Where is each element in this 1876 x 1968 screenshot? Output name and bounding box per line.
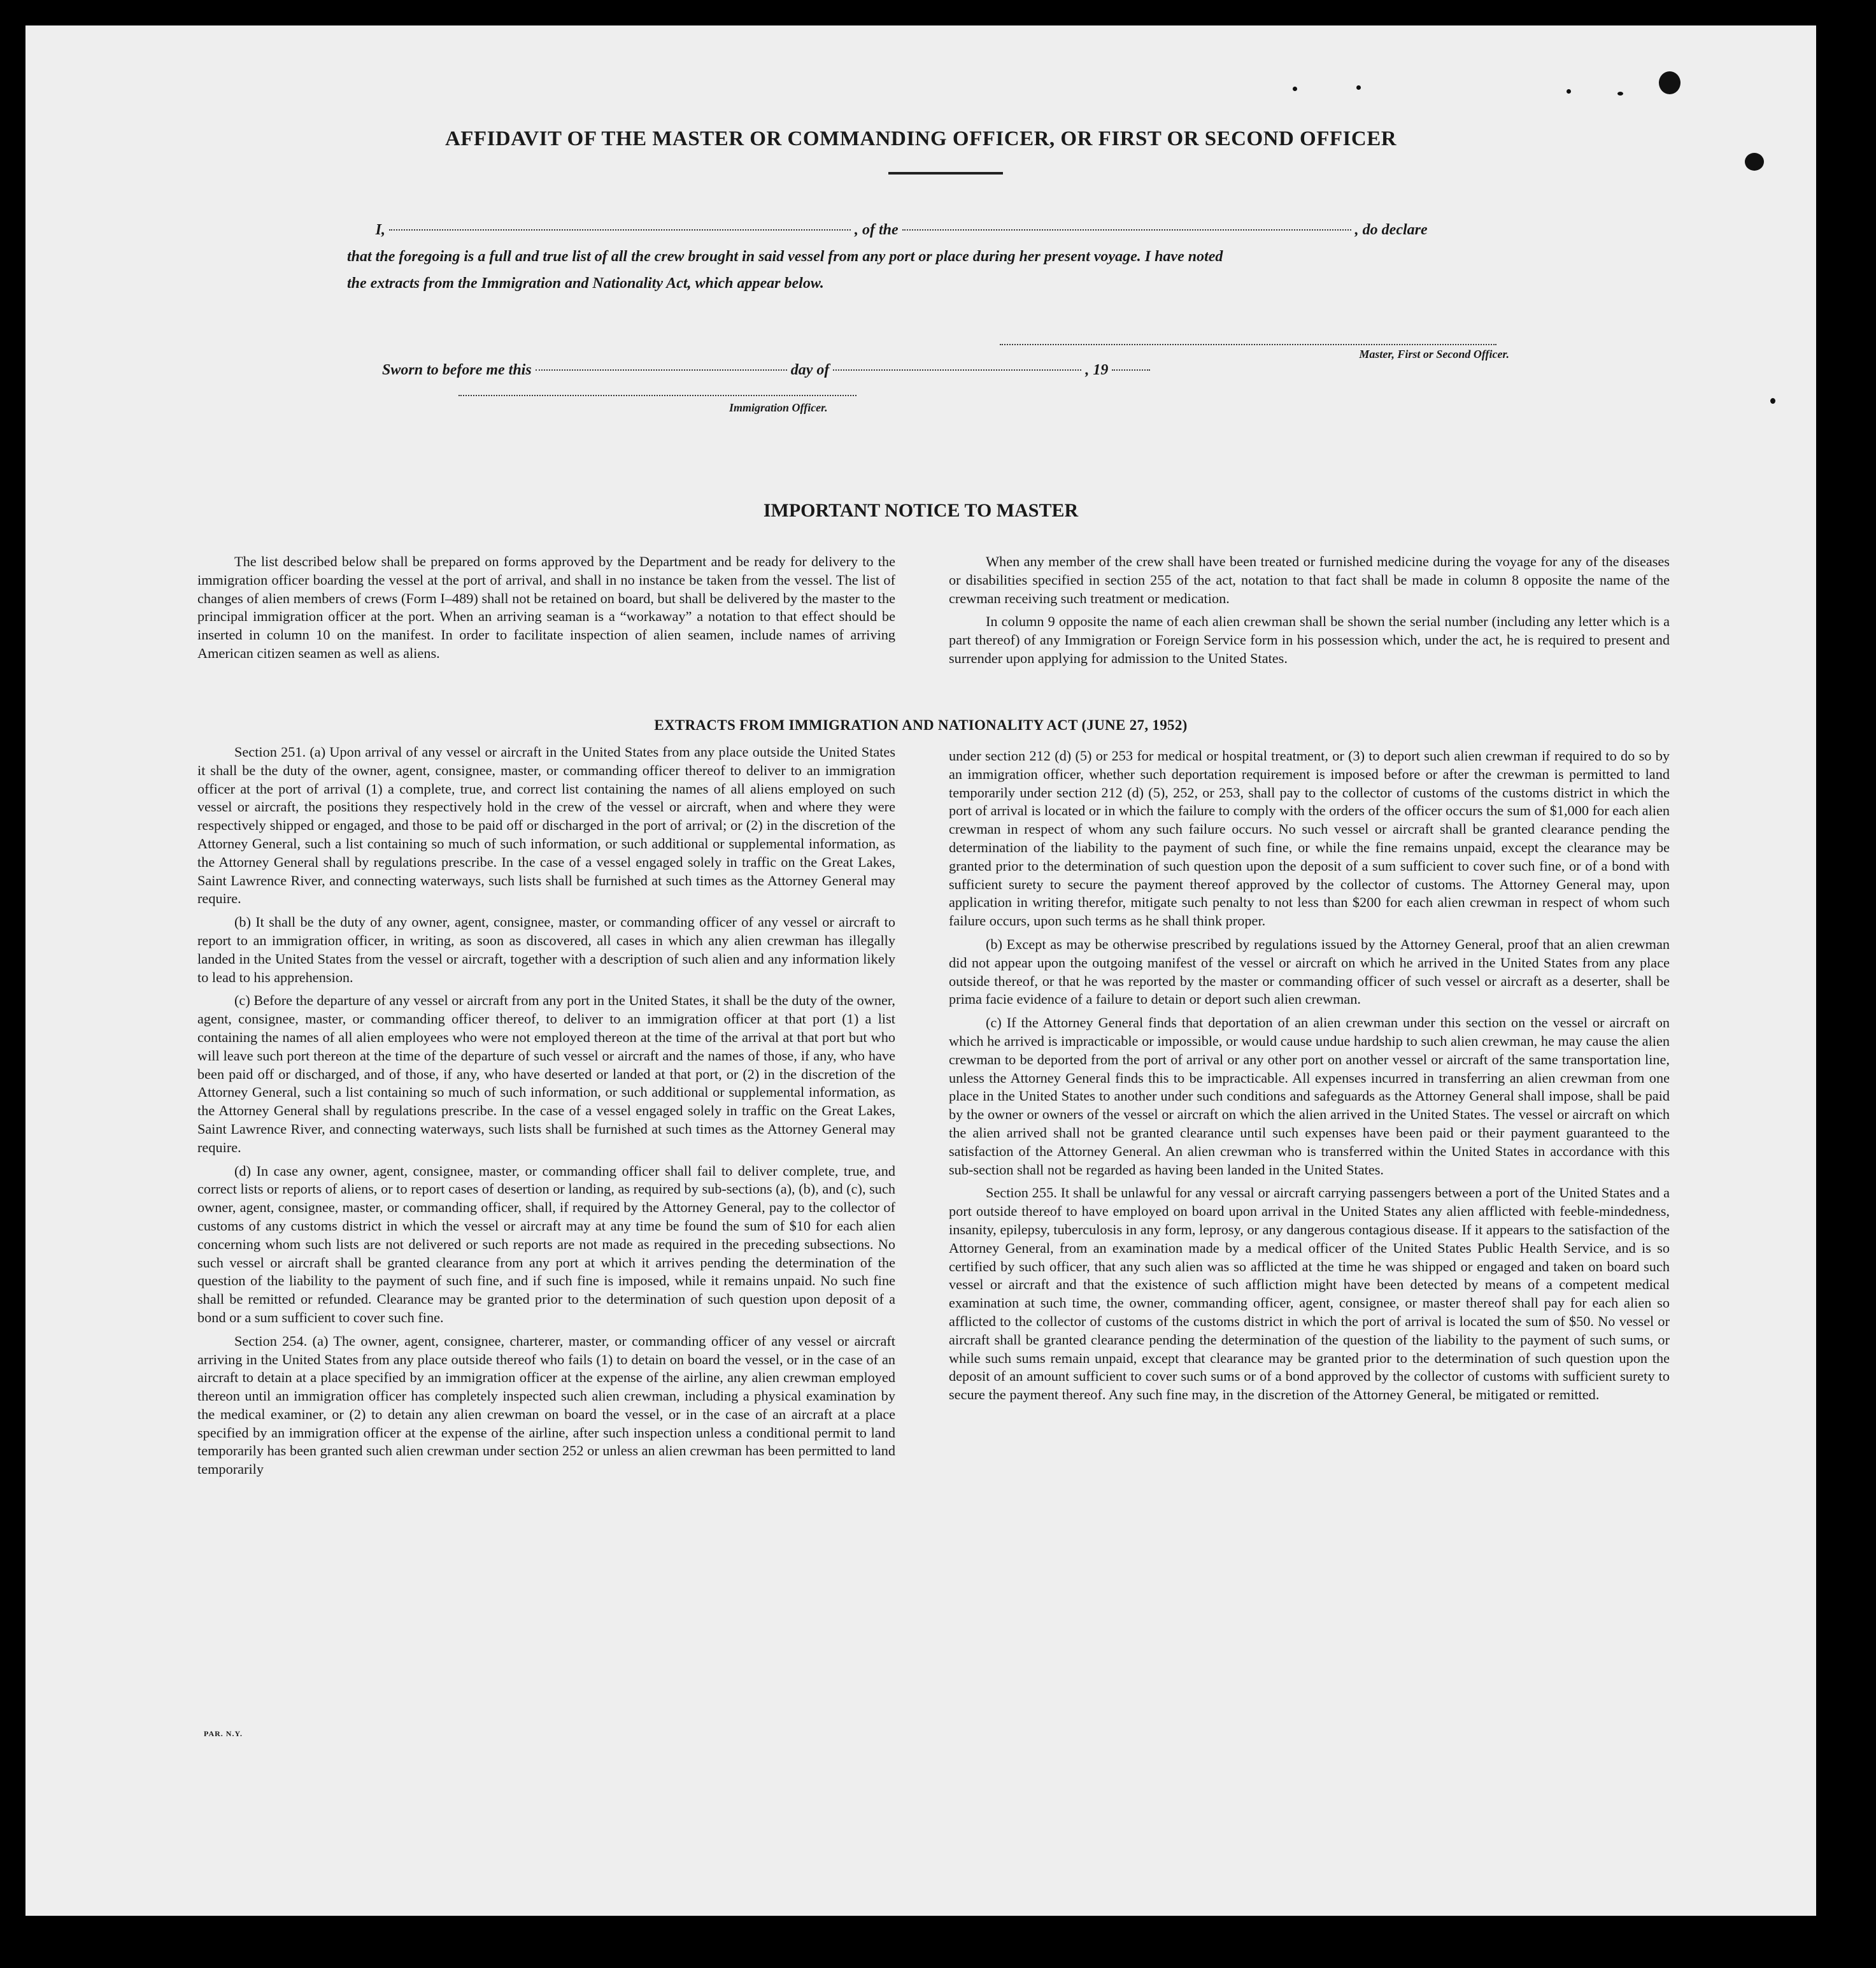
ink-blot (1659, 71, 1681, 94)
section-254b: (b) Except as may be otherwise prescribed by regulations issued by the Attorney General, proof that an alien crewman did not appear upon the outgoing manifest of the vessel or aircraft on which he arrived in the United States from any place outside thereof, or that he was reported by the master or commanding officer of such vessel or aircraft as a deserter, shall be prima facie evidence of a failure to detain or deport such alien crewman. (949, 936, 1670, 1008)
section-255: Section 255. It shall be unlawful for any vessal or aircraft carrying passengers between a port of the United States and a port outside thereof to have employed on board upon arrival in the United States any alien afflicted with feeble-mindedness, insanity, epilepsy, tuberculosis in any form, leprosy, or any dangerous contagious disease. If it appears to the satisfaction of the Attorney General, from an examination made by a medical officer of the United States Public Health Service, and is so certified by such officer, that any such alien was so afflicted at the time he was shipped or engaged and taken on board such vessel or aircraft and that the existence of such affliction might have been detected by means of a competent medical examination at such time, the owner, commanding officer, agent, consignee, or master thereof shall pay for each alien so afflicted to the collector of customs of the customs district in which the port of arrival is located the sum of $50. No vessel or aircraft shall be granted clearance pending the determination of the question of the liability to the payment of such sums, or while such sums remain unpaid, except that clearance may be granted prior to the determination of such question upon the deposit of an amount sufficient to cover such sums or of a bond approved by the collector of customs with sufficient surety to secure the payment thereof. Any such fine may, in the discretion of the Attorney General, be mitigated or remitted. (949, 1185, 1670, 1403)
notice-paragraph: In column 9 opposite the name of each alien crewman shall be shown the serial number (including any letter which is a part thereof) of any Immigration or Foreign Service form in his possession which, under the act, he is required to present and surrender upon applying for admission to the United States. (949, 613, 1670, 666)
ink-speck (1770, 398, 1775, 404)
notice-right-column (949, 553, 1670, 673)
immigration-officer-label: Immigration Officer. (729, 401, 828, 414)
declaration-text-2: the extracts from the Immigration and Nationality Act, which appear below. (347, 275, 824, 292)
vessel-field[interactable] (902, 229, 1351, 231)
day-of-label: day of (790, 362, 830, 378)
section-251d: (d) In case any owner, agent, consignee, master, or commanding officer shall fail to deliver complete, true, and correct lists or reports of aliens, or to report cases of desertion or landing, as required by sub-sections (a), (b), and (c), such owner, agent, consignee, master, or commanding officer, shall, if required by the Attorney General, pay to the collector of customs of any customs district in which the vessel or aircraft may at any time be found the sum of $10 for each alien concerning whom such lists are not delivered or such reports are not made as required in the preceding subsections. No such vessel or aircraft shall be granted clearance from any port at which it arrives pending the determination of the question of the liability to the payment of such fine, and if such fine is imposed, while it remains unpaid. No such fine shall be remitted or refunded. Clearance may be granted prior to the determination of such question upon deposit of a bond or a sum sufficient to cover such fine. (197, 1162, 895, 1325)
sworn-day-field[interactable] (536, 369, 787, 371)
notice-paragraph: The list described below shall be prepared on forms approved by the Department and be ready for delivery to the immigration officer boarding the vessel at the port of arrival, and shall in no instance be taken from the vessel. The list of changes of alien members of crews (Form I–489) shall not be retained on board, but shall be delivered by the master to the principal immigration officer at the port. When an arriving seaman is a “workaway” a notation to that effect should be inserted in column 10 on the manifest. In order to facilitate inspection of alien seamen, include names of arriving American citizen seamen as well as aliens. (197, 553, 895, 661)
extracts-title: EXTRACTS FROM IMMIGRATION AND NATIONALITY ACT (JUNE 27, 1952) (654, 717, 1188, 733)
ink-speck (1293, 87, 1297, 91)
document-page (25, 25, 1816, 1916)
affidavit-title: AFFIDAVIT OF THE MASTER OR COMMANDING OFFICER, OR FIRST OR SECOND OFFICER (444, 127, 1397, 150)
sworn-month-field[interactable] (833, 369, 1081, 371)
section-251b: (b) It shall be the duty of any owner, agent, consignee, master, or commanding officer of any vessel or aircraft to report to an immigration officer, in writing, as soon as discovered, all cases in which any alien crewman has illegally landed in the United States from the vessel or aircraft, together with a description of such alien and any information likely to lead to his apprehension. (197, 914, 895, 985)
extracts-left-column (197, 743, 895, 1484)
ink-speck (1356, 85, 1361, 90)
year-label: , 19 (1085, 362, 1109, 378)
ink-blot (1745, 153, 1764, 171)
section-251c: (c) Before the departure of any vessel or aircraft from any port in the United States, it shall be the duty of the owner, agent, consignee, master, or commanding officer thereof, to deliver to an immigration officer at that port (1) a list containing the names of all alien employees who were not employed thereon at the time of the arrival at that port but who will leave such port thereon at the time of the departure of such vessel or aircraft and the names of those, if any, who have been paid off or discharged, and of those, if any, who have deserted or landed at that port, or (2) in the discretion of the Attorney General, such a list containing so much of such information, or such additional or supplemental information, as the Attorney General shall by regulations prescribe. In the case of a vessel engaged solely in traffic on the Great Lakes, Saint Lawrence River, and connecting waterways, such lists shall be furnished at such times as the Attorney General may require. (197, 992, 895, 1155)
sworn-year-field[interactable] (1112, 369, 1150, 371)
declaration-text-1: that the foregoing is a full and true list of all the crew brought in said vessel from any port or place during her present voyage. I have noted (347, 248, 1223, 265)
immigration-officer-signature-line[interactable] (458, 395, 856, 396)
extracts-right-column (949, 747, 1670, 1409)
affidavit-form (347, 217, 1525, 297)
sworn-label: Sworn to before me this (382, 362, 532, 378)
name-field[interactable] (389, 229, 851, 231)
sworn-line (382, 357, 1150, 383)
section-251a: Section 251. (a) Upon arrival of any vessel or aircraft in the United States from any place outside the United States it shall be the duty of the owner, agent, consignee, master, or commanding officer thereof to deliver to an immigration officer at the port of arrival (1) a complete, true, and correct list containing the names of all aliens employed on such vessel or aircraft, the positions they respectively hold in the crew of the vessel or aircraft, when and where they were respectively shipped or engaged, and those to be paid off or discharged in the port of arrival; or (2) in the discretion of the Attorney General, such a list containing so much of such information, or such additional or supplemental information, as the Attorney General shall by regulations prescribe. In the case of a vessel engaged solely in traffic on the Great Lakes, Saint Lawrence River, and connecting waterways, such lists shall be furnished at such times as the Attorney General may require. (197, 744, 895, 907)
of-the-label: , of the (855, 222, 899, 238)
notice-left-column (197, 553, 895, 668)
i-label: I, (375, 222, 385, 238)
notice-paragraph: When any member of the crew shall have been treated or furnished medicine during the voyage for any of the diseases or disabilities specified in section 255 of the act, notation to that fact shall be made in column 8 opposite the name of the crewman receiving such treatment or medication. (949, 553, 1670, 606)
section-254a: Section 254. (a) The owner, agent, consignee, charterer, master, or commanding officer of any vessel or aircraft arriving in the United States from any place outside thereof who fails (1) to detain on board the vessel, or in the case of an aircraft to detain at a place specified by an immigration officer at the expense of the airline, any alien crewman employed thereon until an immigration officer has completely inspected such alien crewman, including a physical examination by the medical examiner, or (2) to detain any alien crewman on board the vessel, or in the case of an aircraft at a place specified by an immigration officer at the expense of the airline, after such inspection unless a conditional permit to land temporarily has been granted such alien crewman under section 252 or unless an alien crewman has been permitted to land temporarily (197, 1332, 895, 1478)
title-rule (888, 172, 1003, 175)
master-signature-line[interactable] (1000, 344, 1496, 345)
ink-speck (1567, 89, 1571, 94)
section-254a-continued: under section 212 (d) (5) or 253 for medical or hospital treatment, or (3) to deport such alien crewman if required to do so by an immigration officer, whether such deportation requirement is imposed before or after the crewman is permitted to land temporarily under section 212 (d) (5), 252, or 253, shall pay to the collector of customs of the customs district in which the port of arrival is located or in which the failure to comply with the orders of the officer occurs the sum of $1,000 for each alien crewman in respect of whom any such failure occurs. No such vessel or aircraft shall be granted clearance pending the determination of the liability to the payment of such fine, or while the fine remains unpaid, except the clearance may be granted prior to the determination of such question upon the deposit of a sum sufficient to cover such fine, or of a bond with sufficient surety to secure the payment thereof approved by the collector of customs. The Attorney General may, upon application in writing therefor, mitigate such penalty to not less than $200 for each alien crewman in respect of whom such failure occurs, upon such terms as he shall think proper. (949, 748, 1670, 929)
notice-title: IMPORTANT NOTICE TO MASTER (763, 500, 1079, 521)
master-signature-label: Master, First or Second Officer. (1359, 348, 1509, 360)
do-declare-label: , do declare (1354, 222, 1428, 238)
declaration-line (347, 217, 1525, 243)
printer-mark: PAR. N.Y. (204, 1729, 243, 1738)
section-254c: (c) If the Attorney General finds that deportation of an alien crewman under this section on the vessel or aircraft on which he arrived is impracticable or impossible, or would cause undue hardship to such alien crewman, he may cause the alien crewman to be deported from the port of arrival or any other port on another vessel or aircraft of the same transportation line, unless the Attorney General finds this to be impracticable. All expenses incurred in transferring an alien crewman from one place in the United States to another under such conditions and safeguards as the Attorney General shall impose, shall be paid by the owner or owners of the vessel or aircraft on which the alien arrived in the United States. The vessel or aircraft on which the alien arrived shall not be granted clearance until such expenses have been paid or their payment guaranteed to the satisfaction of the Attorney General. An alien crewman who is transferred within the United States in accordance with this sub-section shall not be regarded as having been landed in the United States. (949, 1015, 1670, 1178)
ink-speck (1617, 92, 1623, 96)
